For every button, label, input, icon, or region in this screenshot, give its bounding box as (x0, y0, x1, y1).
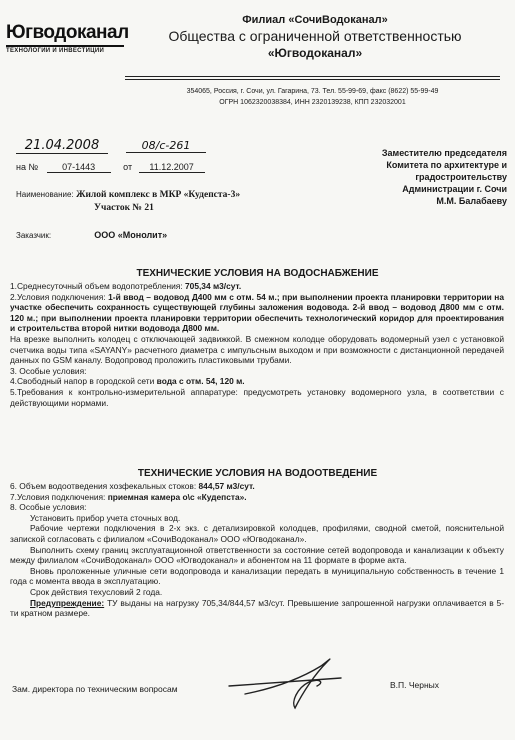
ot-label: от (123, 162, 133, 172)
outgoing-reference (16, 136, 206, 154)
addressee-line: градостроительству (415, 172, 507, 182)
logo-text: Югводоканал (6, 22, 129, 43)
incoming-number: 07-1443 (47, 162, 111, 173)
sewer-transfer: Вновь проложенные уличные сети водопровода и канализации передать в муниципальную собственность в течение 1 года с момента ввода в эксплуатацию. (10, 565, 504, 587)
water-connection: 2.Условия подключения: 1-й ввод – водовод Д400 мм с отм. 54 м.; при выполнении проекта планировки территории на участке обеспечить сохранность существующей глубины заложения водовода. 2-й ввод – водовод Д800 мм с отм. 120 м.; при выполнении проекта планировки территории обеспечить технологический коридор для проектирования и строительства второй нитки водовода Д800 мм. (10, 291, 504, 334)
branch-name: Филиал «СочиВодоканал» (242, 14, 388, 26)
customer (16, 230, 167, 240)
logo-subtitle: ТЕХНОЛОГИИ И ИНВЕСТИЦИИ (6, 45, 124, 54)
object-value: Жилой комплекс в МКР «Кудепста-3» (76, 190, 241, 200)
outgoing-date: 21.04.2008 (16, 138, 108, 154)
address: 354065, Россия, г. Сочи, ул. Гагарина, 73. Тел. 55-99-69, факс (8622) 55-99-49 (186, 88, 439, 95)
water-supply-title: ТЕХНИЧЕСКИЕ УСЛОВИЯ НА ВОДОСНАБЖЕНИЕ (136, 268, 379, 279)
registration-ids: ОГРН 1062320038384, ИНН 2320139238, КПП 232032001 (219, 99, 406, 106)
addressee-line: Комитета по архитектуре и (386, 160, 507, 170)
company-type: Общества с ограниченной ответственностью (168, 28, 462, 44)
sewer-connection: 7.Условия подключения: приемная камера о\с «Кудепста». (10, 491, 247, 502)
na-label: на № (16, 162, 39, 172)
water-volume: 1.Среднесуточный объем водопотребления: 705,34 м3/сут. (10, 281, 242, 291)
water-special: 3. Особые условия: (10, 365, 87, 376)
object-name (16, 188, 240, 215)
signer-name: В.П. Черных (390, 680, 440, 690)
incoming-date: 11.12.2007 (139, 162, 205, 173)
outgoing-number: 08/с-261 (126, 139, 206, 153)
warning: Предупреждение: ТУ выданы на нагрузку 705,34/844,57 м3/сут. Превышение запрошенной нагрузки оплачивается в 5-ти кратном размере. (10, 597, 505, 619)
logo (6, 22, 129, 54)
header-rule (125, 76, 500, 77)
company-name: «Югводоканал» (267, 46, 363, 60)
water-metering: 5.Требования к контрольно-измерительной аппаратуре: предусмотреть установку водомерного узла, в соответствии с действующими нормами. (10, 386, 504, 408)
sewer-conditions (10, 481, 504, 619)
incoming-reference (16, 162, 205, 173)
sewer-drawings: Рабочие чертежи подключения в 2-х экз. с детализировкой колодцев, профилями, сводной сметой, пояснительной запиской согласовать с филиалом «СочиВодоканал» ООО «Югводоканал». (10, 523, 504, 544)
addressee-line: Заместителю председателя (381, 148, 507, 158)
signature-scribble (225, 652, 345, 712)
addressee-line: Администрации г. Сочи (402, 184, 507, 194)
water-pressure: 4.Свободный напор в городской сети вода с отм. 54, 120 м. (10, 376, 245, 387)
contact-info (125, 86, 500, 108)
sewer-meter: Установить прибор учета сточных вод. (30, 512, 181, 523)
water-well: На врезке выполнить колодец с отключающей задвижкой. В смежном колодце оборудовать водомерный узел с установкой счетчика воды типа «SAYANY» расчетного диаметра с импульсным выходом и при возможности с дистанционной передачей данных по GSM каналу. Водопровод проложить пластиковыми трубами. (10, 333, 504, 366)
sewer-volume: 6. Объем водоотведения хозфекальных стоков: 844,57 м3/сут. (10, 481, 255, 491)
sewer-special: 8. Особые условия: (10, 502, 87, 513)
addressee-line: М.М. Балабаеву (436, 196, 507, 206)
customer-label: Заказчик: (16, 231, 52, 240)
customer-value: ООО «Монолит» (94, 230, 168, 240)
object-plot: Участок № 21 (94, 203, 154, 213)
sewer-validity: Срок действия техусловий 2 года. (30, 586, 163, 597)
signer-position: Зам. директора по техническим вопросам (12, 684, 178, 694)
sewer-boundary: Выполнить схему границ эксплуатационной ответственности за состояние сетей водопровода и канализации к объекту между филиалом «СочиВодоканал» ООО «Югводоканал» и абонентом на 11 формате в форме акта. (10, 544, 504, 566)
header-rule-thin (125, 79, 500, 80)
addressee (352, 147, 507, 207)
object-label: Наименование: (16, 190, 74, 199)
letterhead (150, 14, 480, 60)
water-supply-conditions (10, 281, 504, 408)
sewer-title: ТЕХНИЧЕСКИЕ УСЛОВИЯ НА ВОДООТВЕДЕНИЕ (137, 468, 378, 479)
